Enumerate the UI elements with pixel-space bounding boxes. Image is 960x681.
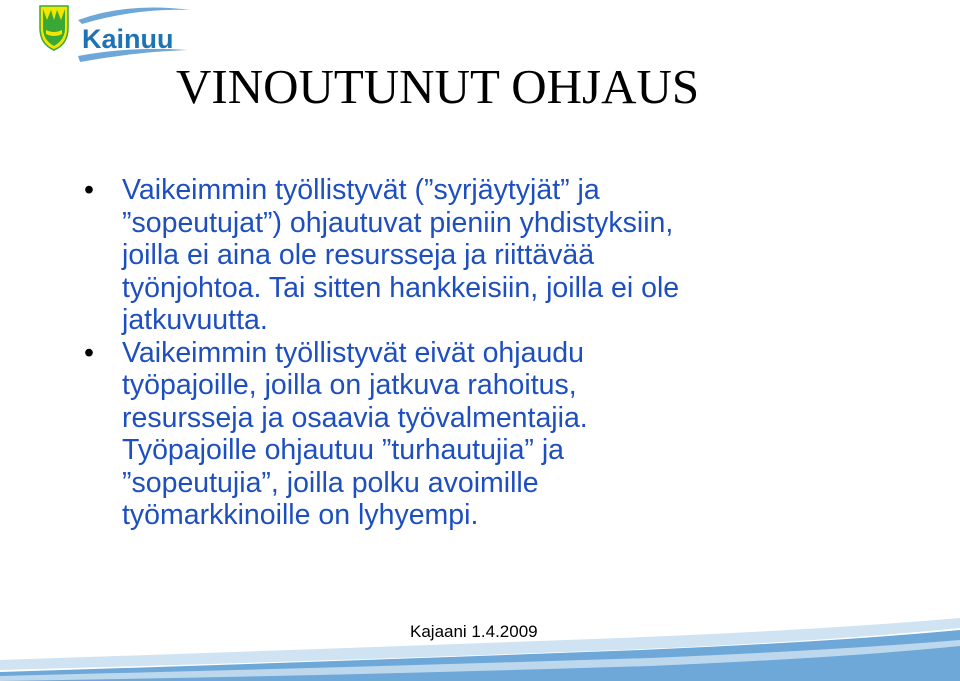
bullet-text — [122, 337, 884, 532]
bullet-text — [122, 174, 884, 337]
bullet-marker: • — [84, 336, 94, 369]
text-line: ”sopeutujia”, joilla polku avoimille — [122, 466, 539, 499]
bullet-list — [84, 174, 884, 532]
bullet-marker: • — [84, 174, 94, 206]
text-line: Vaikeimmin työllistyvät eivät ohjaudu — [122, 336, 585, 369]
text-line: työnjohtoa. Tai sitten hankkeisiin, joilla ei ole — [122, 271, 680, 304]
text-line: Työpajoille ohjautuu ”turhautujia” ja — [122, 434, 565, 466]
bullet-item-1 — [84, 174, 884, 337]
text-line: työmarkkinoille on lyhyempi. — [122, 499, 479, 531]
text-line: työpajoille, joilla on jatkuva rahoitus, — [122, 369, 577, 401]
slide-title: VINOUTUNUT OHJAUS — [176, 59, 700, 114]
text-line: resursseja ja osaavia työvalmentajia. — [122, 401, 588, 434]
footer-date: Kajaani 1.4.2009 — [410, 622, 538, 641]
text-line: Vaikeimmin työllistyvät (”syrjäytyjät” ja — [122, 174, 600, 206]
logo-text: Kainuu — [82, 24, 174, 54]
text-line: ”sopeutujat”) ohjautuvat pieniin yhdistyksiin, — [122, 206, 674, 239]
text-line: joilla ei aina ole resursseja ja riittävää — [122, 239, 595, 271]
bullet-item-2 — [84, 337, 884, 532]
kainuu-logo — [38, 4, 198, 64]
text-line: jatkuvuutta. — [122, 304, 268, 336]
